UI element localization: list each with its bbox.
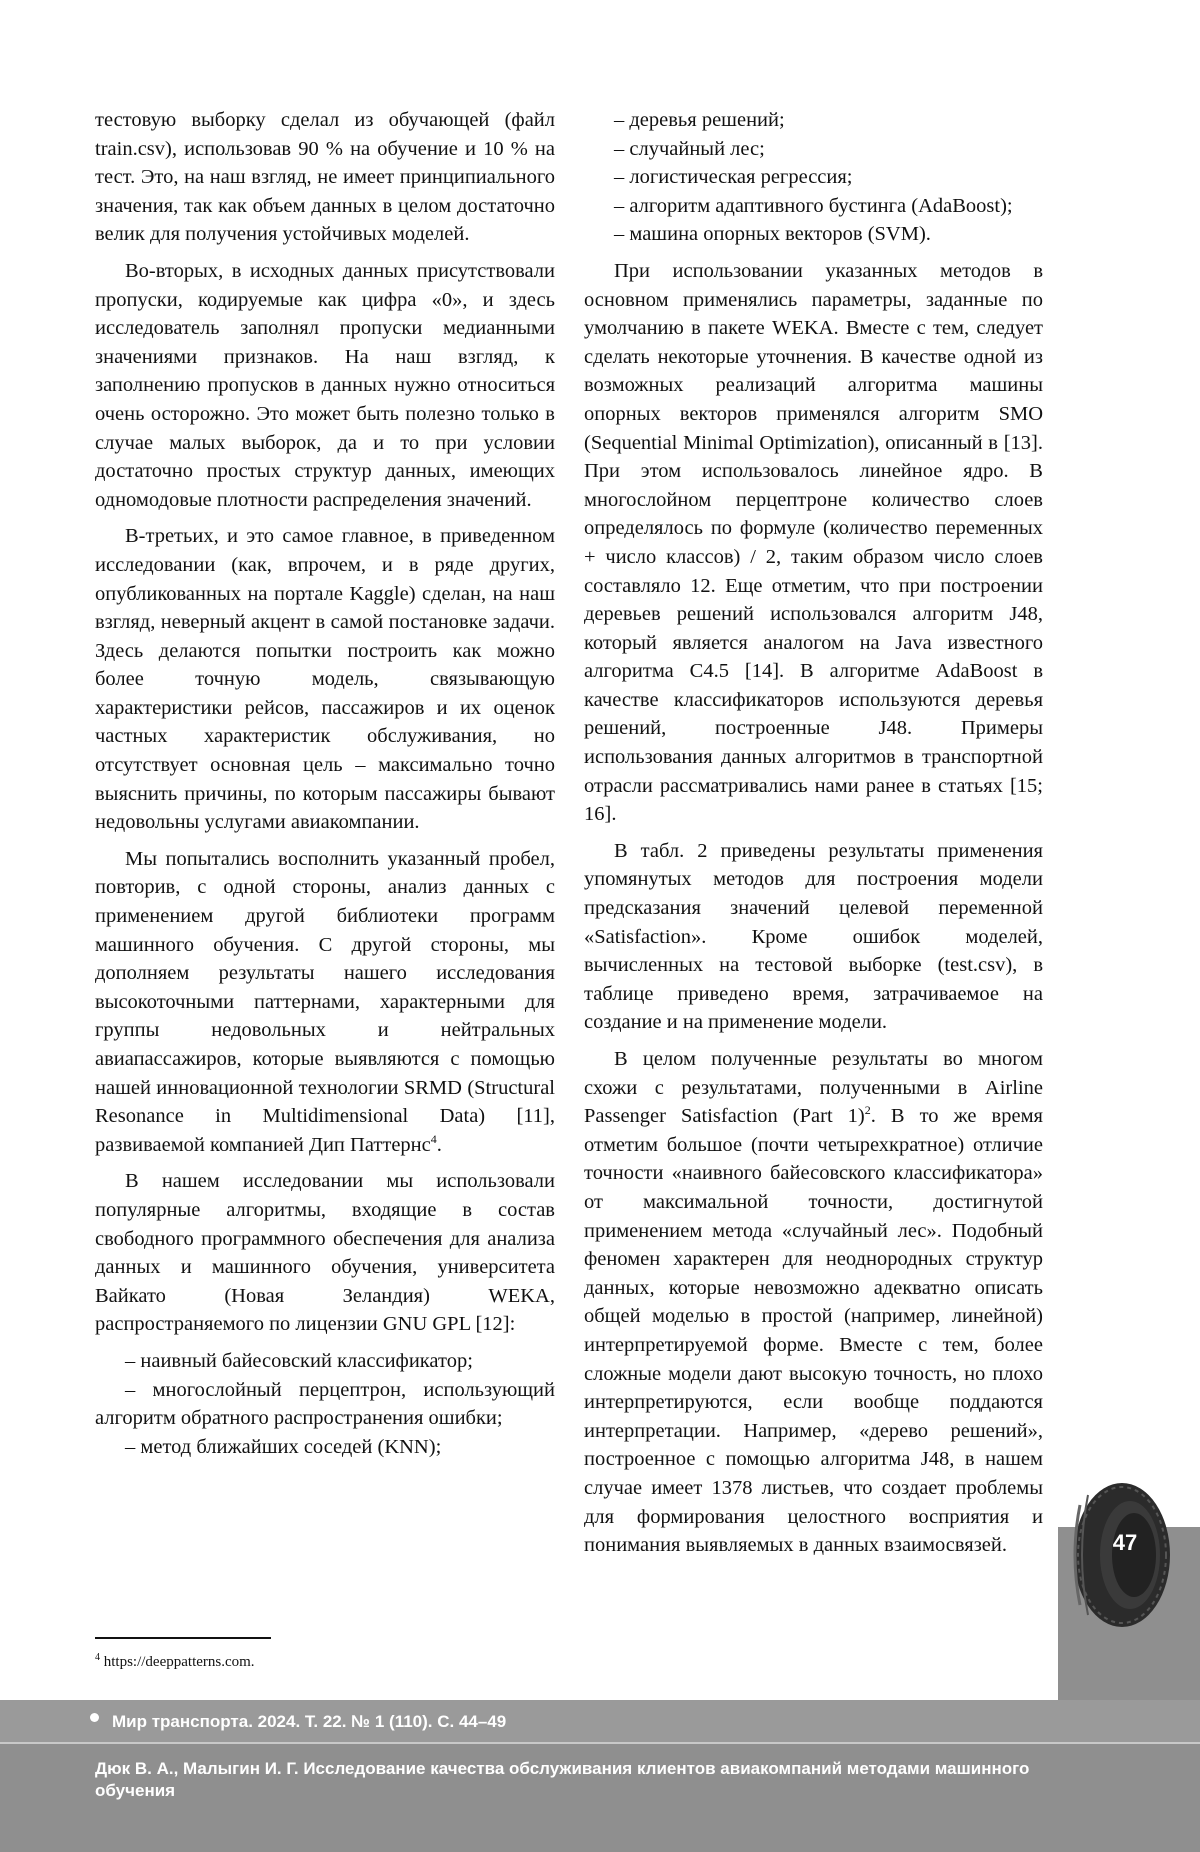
paragraph-text: Мы попытались восполнить указанный пробел, повторив, с одной стороны, анализ данных с применением другой библиотеки программ машинного обучения. С другой стороны, мы дополняем результаты нашего исследования высокоточными паттернами, характерными для группы недовольных и нейтральных авиапассажиров, которые выявляются с помощью нашей инновационной технологии SRMD (Structural Resonance in Multidimensional Data) [11], развиваемой компанией Дип Паттернс: [95, 847, 555, 1156]
paragraph: [95, 845, 555, 1160]
page-number: 47: [1112, 1530, 1138, 1555]
footnote-link[interactable]: https://deeppatterns.com.: [100, 1654, 255, 1670]
list-item: – деревья решений;: [614, 109, 785, 131]
paragraph: тестовую выборку сделал из обучающей (файл train.csv), использовав 90 % на обучение и 10 % на тест. Это, на наш взгляд, не имеет принципиального значения, так как объем данных в целом достаточно велик для получения устойчивых моделей.: [95, 109, 555, 246]
paragraph: Во-вторых, в исходных данных присутствовали пропуски, кодируемые как цифра «0», и здесь исследователь заполнял пропуски медианными значениями признаков. На наш взгляд, к заполнению пропусков в данных нужно относиться очень осторожно. Это может быть полезно только в случае малых выборок, да и то при условии достаточно простых структур данных, имеющих одномодовые плотности распределения значений.: [95, 259, 555, 511]
list-item: – машина опорных векторов (SVM).: [614, 223, 931, 246]
paragraph-text: В целом полученные результаты во многом схожи с результатами, полученными в Airline Passenger Satisfaction (Part 1): [584, 1048, 1043, 1128]
list-item: – метод ближайших соседей (KNN);: [125, 1435, 442, 1458]
list-item: – случайный лес;: [614, 137, 765, 160]
left-column: [95, 106, 555, 1469]
paragraph-text: . В то же время отметим большое (почти четырехкратное) отличие точности «наивного байесовского классификатора» от максимальной точности, достигнутой применением метода «случайный лес». Подобный феномен характерен для неоднородных структур данных, которые невозможно адекватно описать общей моделью в простой (например, линейной) интерпретируемой форме. Вместе с тем, более сложные модели дают высокую точность, но плохо интерпретируются, если вообще поддаются интерпретации. Например, «дерево решений», построенное с помощью алгоритма J48, в нашем случае имеет 1378 листьев, что создает проблемы для формирования целостного восприятия и понимания выявляемых в данных взаимосвязей.: [584, 1105, 1043, 1557]
paragraph: В табл. 2 приведены результаты применения упомянутых методов для построения модели предсказания значений целевой переменной «Satisfaction». Кроме ошибок моделей, вычисленных на тестовой выборке (test.csv), в таблице приведено время, затрачиваемое на создание и на применение модели.: [584, 839, 1043, 1034]
list-item: – многослойный перцептрон, использующий алгоритм обратного распространения ошибки;: [95, 1378, 555, 1430]
paragraph: При использовании указанных методов в основном применялись параметры, заданные по умолчанию в пакете WEKA. Вместе с тем, следует сделать некоторые уточнения. В качестве одной из возможных реализаций алгоритма машины опорных векторов применялся алгоритм SMO (Sequential Minimal Optimization), описанный в [13]. При этом использовалось линейное ядро. В многослойном перцептроне количество слоев определялось по формуле (количество переменных + число классов) / 2, таким образом число слоев составляло 12. Еще отметим, что при построении деревьев решений использовался алгоритм J48, который является аналогом на Java известного алгоритма C4.5 [14]. В алгоритме AdaBoost в качестве классификаторов используются деревья решений, построенные J48. Примеры использования данных алгоритмов в транспортной отрасли рассматривались нами ранее в статьях [15; 16].: [584, 259, 1043, 826]
footnote-ref[interactable]: 2: [864, 1103, 871, 1118]
bullet-icon: [90, 1713, 99, 1722]
footnote-ref[interactable]: 4: [430, 1131, 437, 1146]
running-title: Дюк В. А., Малыгин И. Г. Исследование качества обслуживания клиентов авиакомпаний методами машинного обучения: [95, 1759, 1030, 1800]
paragraph-end: .: [436, 1133, 442, 1156]
footnote-number: 4: [95, 1652, 100, 1663]
algorithm-list: [95, 1347, 555, 1461]
paragraph: В-третьих, и это самое главное, в приведенном исследовании (как, впрочем, и в ряде других, опубликованных на портале Kaggle) сделан, на наш взгляд, неверный акцент в самой постановке задачи. Здесь делаются попытки построить как можно более точную модель, связывающую характеристики рейсов, пассажиров и их оценок частных характеристик обслуживания, но отсутствует основная цель – максимально точно выяснить причины, по которым пассажиры бывают недовольны услугами авиакомпании.: [95, 525, 555, 834]
footnote-rule: [95, 1637, 271, 1639]
list-item: – наивный байесовский классификатор;: [125, 1349, 473, 1372]
footnote: [95, 1652, 255, 1672]
list-item: – алгоритм адаптивного бустинга (AdaBoost);: [614, 194, 1013, 217]
algorithm-list-continued: [584, 106, 1043, 249]
journal-citation: Мир транспорта. 2024. Т. 22. № 1 (110). С. 44–49: [112, 1712, 507, 1731]
paragraph: В нашем исследовании мы использовали популярные алгоритмы, входящие в состав свободного программного обеспечения для анализа данных и машинного обучения, университета Вайкато (Новая Зеландия) WEKA, распространяемого по лицензии GNU GPL [12]:: [95, 1170, 555, 1336]
right-column: [584, 106, 1043, 1568]
paragraph: [584, 1045, 1043, 1560]
list-item: – логистическая регрессия;: [614, 166, 853, 189]
